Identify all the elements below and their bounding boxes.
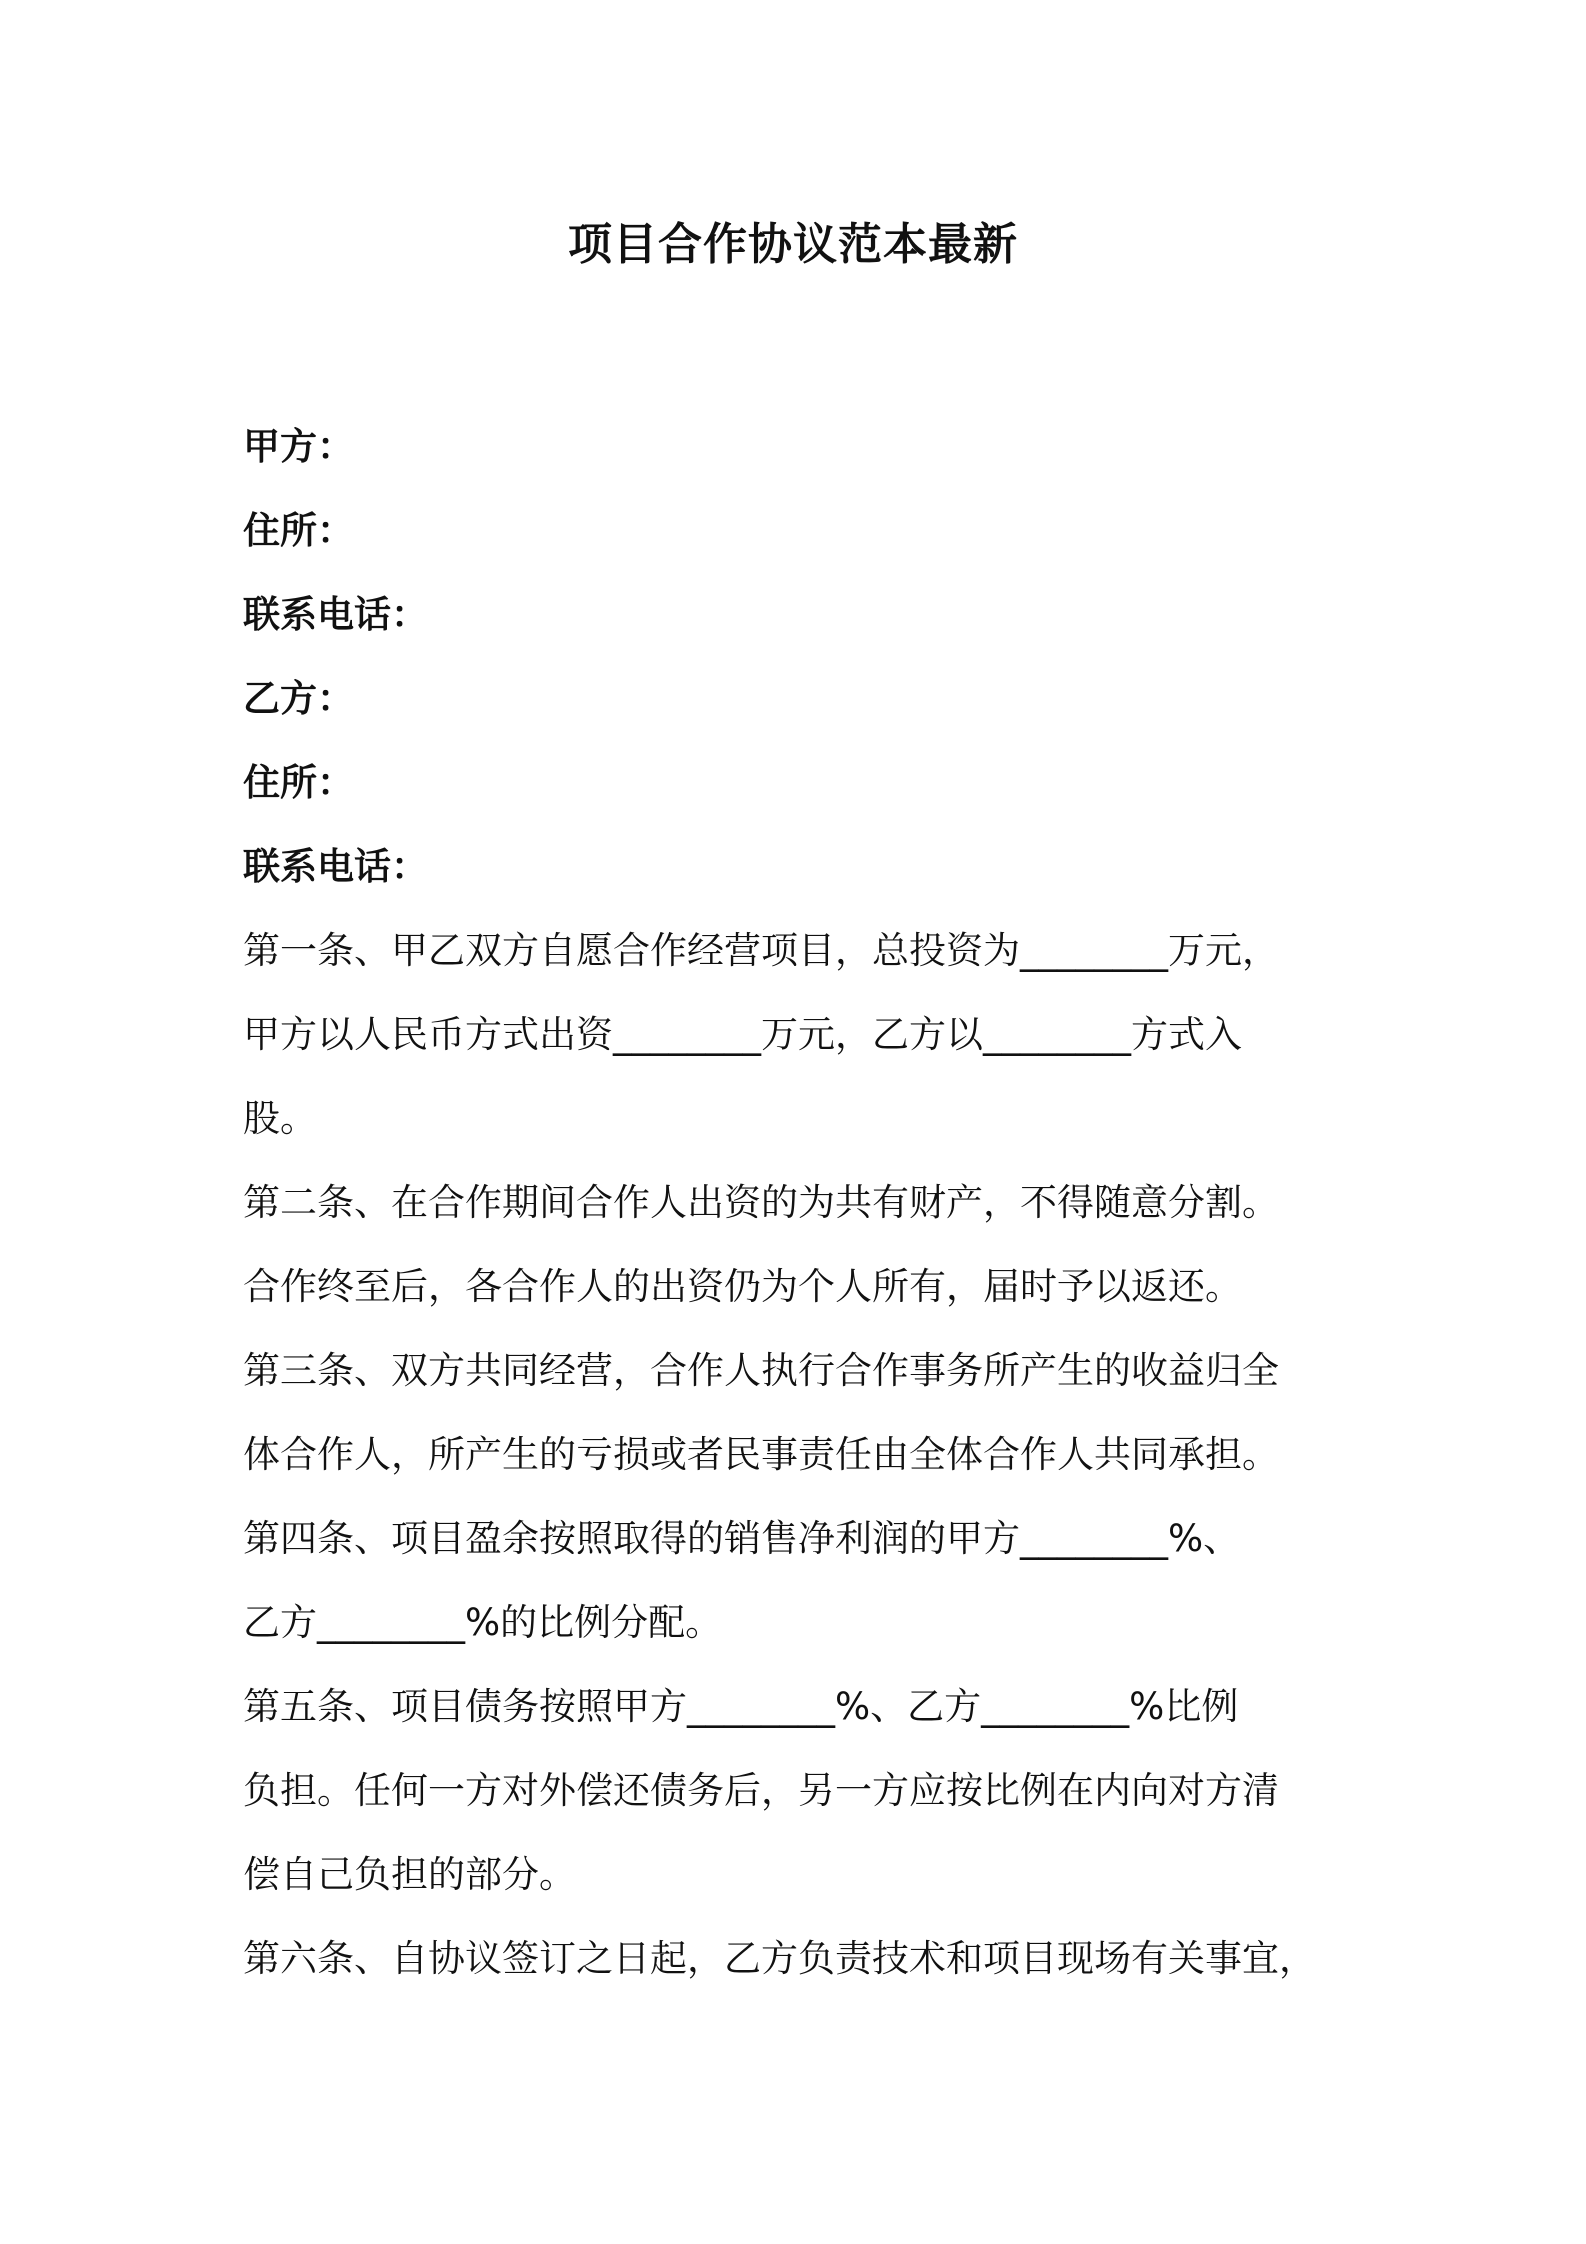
party-b-phone-label: 联系电话： [243, 845, 428, 888]
article-1-line-1: 第一条、甲乙双方自愿合作经营项目，总投资为________万元， [243, 929, 1279, 972]
party-b-label: 乙方： [243, 677, 354, 720]
document-title: 项目合作协议范本最新 [568, 219, 1018, 270]
article-1-line-3: 股。 [243, 1097, 317, 1140]
document-body [243, 405, 1373, 2001]
article-4-line-1: 第四条、项目盈余按照取得的销售净利润的甲方________%、 [243, 1517, 1241, 1560]
article-5-line-2: 负担。任何一方对外偿还债务后，另一方应按比例在内向对方清 [243, 1769, 1279, 1812]
article-3-line-2: 体合作人，所产生的亏损或者民事责任由全体合作人共同承担。 [243, 1433, 1279, 1476]
article-6-line-1: 第六条、自协议签订之日起，乙方负责技术和项目现场有关事宜， [243, 1937, 1316, 1980]
article-2-line-1: 第二条、在合作期间合作人出资的为共有财产，不得随意分割。 [243, 1181, 1279, 1224]
article-5-line-1: 第五条、项目债务按照甲方________%、乙方________%比例 [243, 1685, 1239, 1728]
party-a-phone-label: 联系电话： [243, 593, 428, 636]
party-a-label: 甲方： [243, 425, 354, 468]
party-a-address-label: 住所： [243, 509, 354, 552]
party-b-address-label: 住所： [243, 761, 354, 804]
article-4-line-2: 乙方________%的比例分配。 [243, 1601, 723, 1644]
article-5-line-3: 偿自己负担的部分。 [243, 1853, 576, 1896]
article-1-line-2: 甲方以人民币方式出资________万元，乙方以________方式入 [243, 1013, 1242, 1056]
article-2-line-2: 合作终至后，各合作人的出资仍为个人所有，届时予以返还。 [243, 1265, 1242, 1308]
article-3-line-1: 第三条、双方共同经营，合作人执行合作事务所产生的收益归全 [243, 1349, 1279, 1392]
